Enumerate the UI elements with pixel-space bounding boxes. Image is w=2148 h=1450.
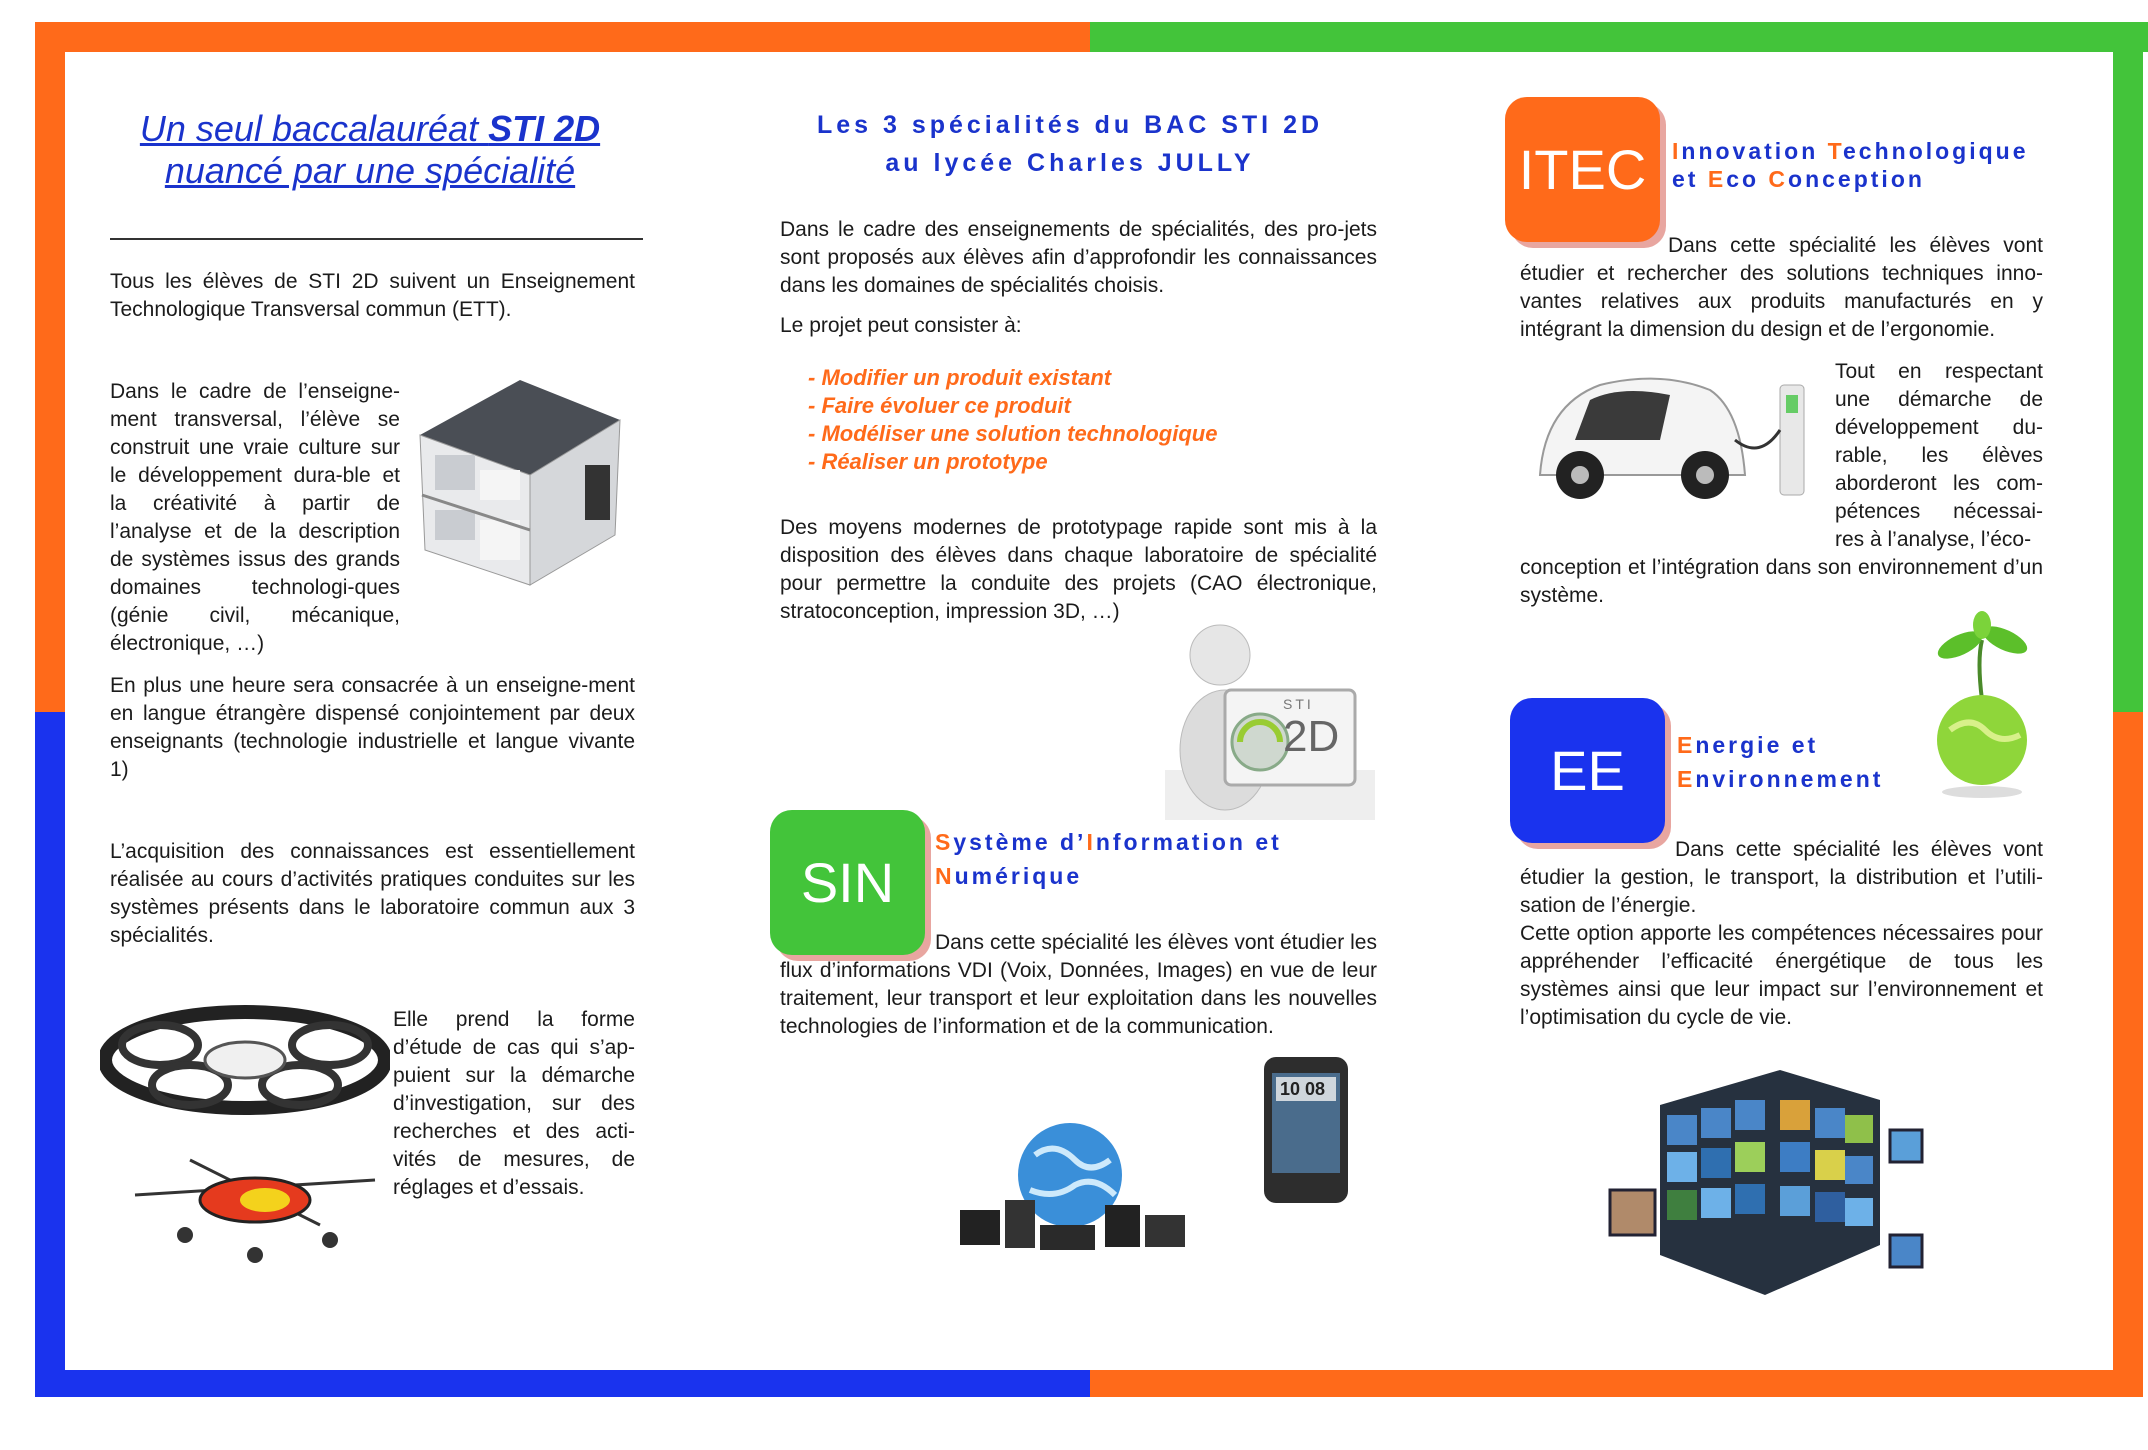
- left-title-line1-pre: Un seul baccalauréat: [139, 108, 489, 149]
- para-consister: Le projet peut consister à:: [780, 314, 1022, 337]
- center-title: [770, 106, 1370, 182]
- energy-cube-image: [1605, 1060, 1940, 1305]
- electric-car-image: [1520, 360, 1825, 510]
- sin-title-l2-b: umérique: [954, 863, 1083, 889]
- left-title-line1-bold: STI 2D: [488, 108, 601, 149]
- project-list-item-3: - Modéliser une solution technologique: [808, 421, 1218, 446]
- para-ett: Tous les élèves de STI 2D suivent un Enseignement Technologique Transversal commun (ETT).: [110, 270, 635, 321]
- project-list: [808, 364, 1217, 476]
- sin-para: Dans cette spécialité les élèves vont étudier les flux d’informations VDI (Voix, Données, Images) en vue de leur traitement, leur transport et leur exploitation dans les nouvelles technologies de l’information et de la communication.: [780, 931, 1377, 1038]
- itec-title-nnovation: nnovation: [1681, 138, 1828, 164]
- itec-para-3: conception et l’intégration dans son environnement d’un système.: [1520, 556, 2043, 607]
- itec-title-co: co: [1726, 166, 1769, 192]
- center-title-line1: Les 3 spécialités du BAC STI 2D: [816, 111, 1324, 139]
- itec-badge: ITEC: [1505, 97, 1660, 242]
- drone-image: [100, 990, 390, 1120]
- para-etude: Elle prend la forme d’étude de cas qui s’ap-puient sur la démarche d’investigation, sur des recherches et des acti-vités de mesures, de réglages et d’essais.: [393, 1008, 635, 1199]
- para-acquisition: L’acquisition des connaissances est essentiellement réalisée au cours d’activités pratiques conduites sur les systèmes présents dans le laboratoire commun aux 3 spécialités.: [110, 840, 635, 947]
- ee-title-nergie: nergie et: [1695, 732, 1819, 758]
- sin-title-l1-d: nformation et: [1095, 829, 1282, 855]
- project-list-item-1: - Modifier un produit existant: [808, 365, 1112, 390]
- sti2d-figure: [1165, 620, 1375, 820]
- itec-title-onception: onception: [1788, 166, 1925, 192]
- ee-title: [1677, 728, 1883, 796]
- frame-top-right: [1090, 22, 2148, 52]
- ee-para-1: Dans cette spécialité les élèves vont étudier la gestion, le transport, la distribution et l’utili-sation de l’énergie.: [1520, 838, 2043, 917]
- center-title-line2: au lycée Charles JULLY: [885, 149, 1255, 177]
- sin-title-l2-a: N: [935, 863, 955, 889]
- ee-title-E2: E: [1677, 766, 1696, 792]
- sti2d-character-icon: [1165, 620, 1375, 820]
- frame-top-left: [35, 22, 1090, 52]
- ee-para-2: Cette option apporte les compétences nécessaires pour appréhender l’efficacité énergétique de tous les systèmes ainsi que leur impact sur l’environnement et l’optimisation du cycle de vie.: [1520, 922, 2043, 1029]
- phone-clock-text: 10 08: [1280, 1079, 1326, 1099]
- itec-para-2: Tout en respectant une démarche de développement du-rable, les élèves aborderont les com-pétences nécessai-res à l’analyse, l’éco-: [1835, 360, 2043, 551]
- sti2d-logo-main: 2D: [1283, 712, 1340, 761]
- frame-right-bottom: [2113, 712, 2143, 1397]
- plant-globe-image: [1920, 610, 2045, 800]
- project-list-item-2: - Faire évoluer ce produit: [808, 393, 1071, 418]
- para-projets: Dans le cadre des enseignements de spécialités, des pro-jets sont proposés aux élèves afin d’approfondir les connaissances dans les domaines de spécialités choisis.: [780, 218, 1377, 297]
- sin-badge: SIN: [770, 810, 925, 955]
- itec-title-C: C: [1768, 166, 1789, 192]
- itec-title-T: T: [1827, 138, 1844, 164]
- smartphone-image: [1262, 1055, 1350, 1205]
- helicopter-drone-image: [130, 1145, 380, 1265]
- sin-title: [935, 825, 1282, 893]
- para-prototypage: Des moyens modernes de prototypage rapide sont mis à la disposition des élèves dans chaque laboratoire de spécialité pour permettre la conduite des projets (CAO électronique, stratoconception, impression 3D, …): [780, 516, 1377, 623]
- left-title-divider: [110, 238, 643, 240]
- itec-title-E: E: [1707, 166, 1727, 192]
- ee-title-E1: E: [1677, 732, 1696, 758]
- itec-title-echnologique: echnologique: [1843, 138, 2029, 164]
- left-title-line2: nuancé par une spécialité: [164, 150, 576, 191]
- sin-title-l1-b: ystème d’: [953, 829, 1087, 855]
- itec-title-I: I: [1672, 138, 1682, 164]
- para-transversal: Dans le cadre de l’enseigne-ment transversal, l’élève se construit une vraie culture sur le développement dura-ble et la créativité à partir de l’analyse et de la description de systèmes issus des grands domaines technologi-ques (génie civil, mécanique, électronique, …): [110, 380, 400, 655]
- frame-right-top: [2113, 22, 2143, 712]
- itec-para-1: Dans cette spécialité les élèves vont étudier et rechercher des solutions techniques inno-vantes relatives aux produits manufacturés en y intégrant la dimension du design et de l’ergonomie.: [1520, 234, 2043, 341]
- ee-title-nvironnement: nvironnement: [1695, 766, 1884, 792]
- ee-badge: EE: [1510, 698, 1665, 843]
- house-model-image: [410, 375, 630, 595]
- sti2d-logo-top: STI: [1283, 696, 1314, 712]
- network-globe-image: [945, 1115, 1195, 1260]
- frame-bottom-right: [1090, 1370, 2143, 1397]
- frame-bottom-left: [35, 1370, 1090, 1397]
- project-list-item-4: - Réaliser un prototype: [808, 449, 1048, 474]
- sin-title-l1-a: S: [935, 829, 954, 855]
- itec-title: [1672, 137, 2029, 193]
- itec-title-et: et: [1672, 166, 1708, 192]
- frame-left-bottom: [35, 712, 65, 1397]
- left-title: [110, 108, 630, 192]
- frame-left-top: [35, 22, 65, 712]
- sin-title-l1-c: I: [1086, 829, 1096, 855]
- para-langue: En plus une heure sera consacrée à un enseigne-ment en langue étrangère dispensé conjointement par deux enseignants (technologie industrielle et langue vivante 1): [110, 674, 635, 781]
